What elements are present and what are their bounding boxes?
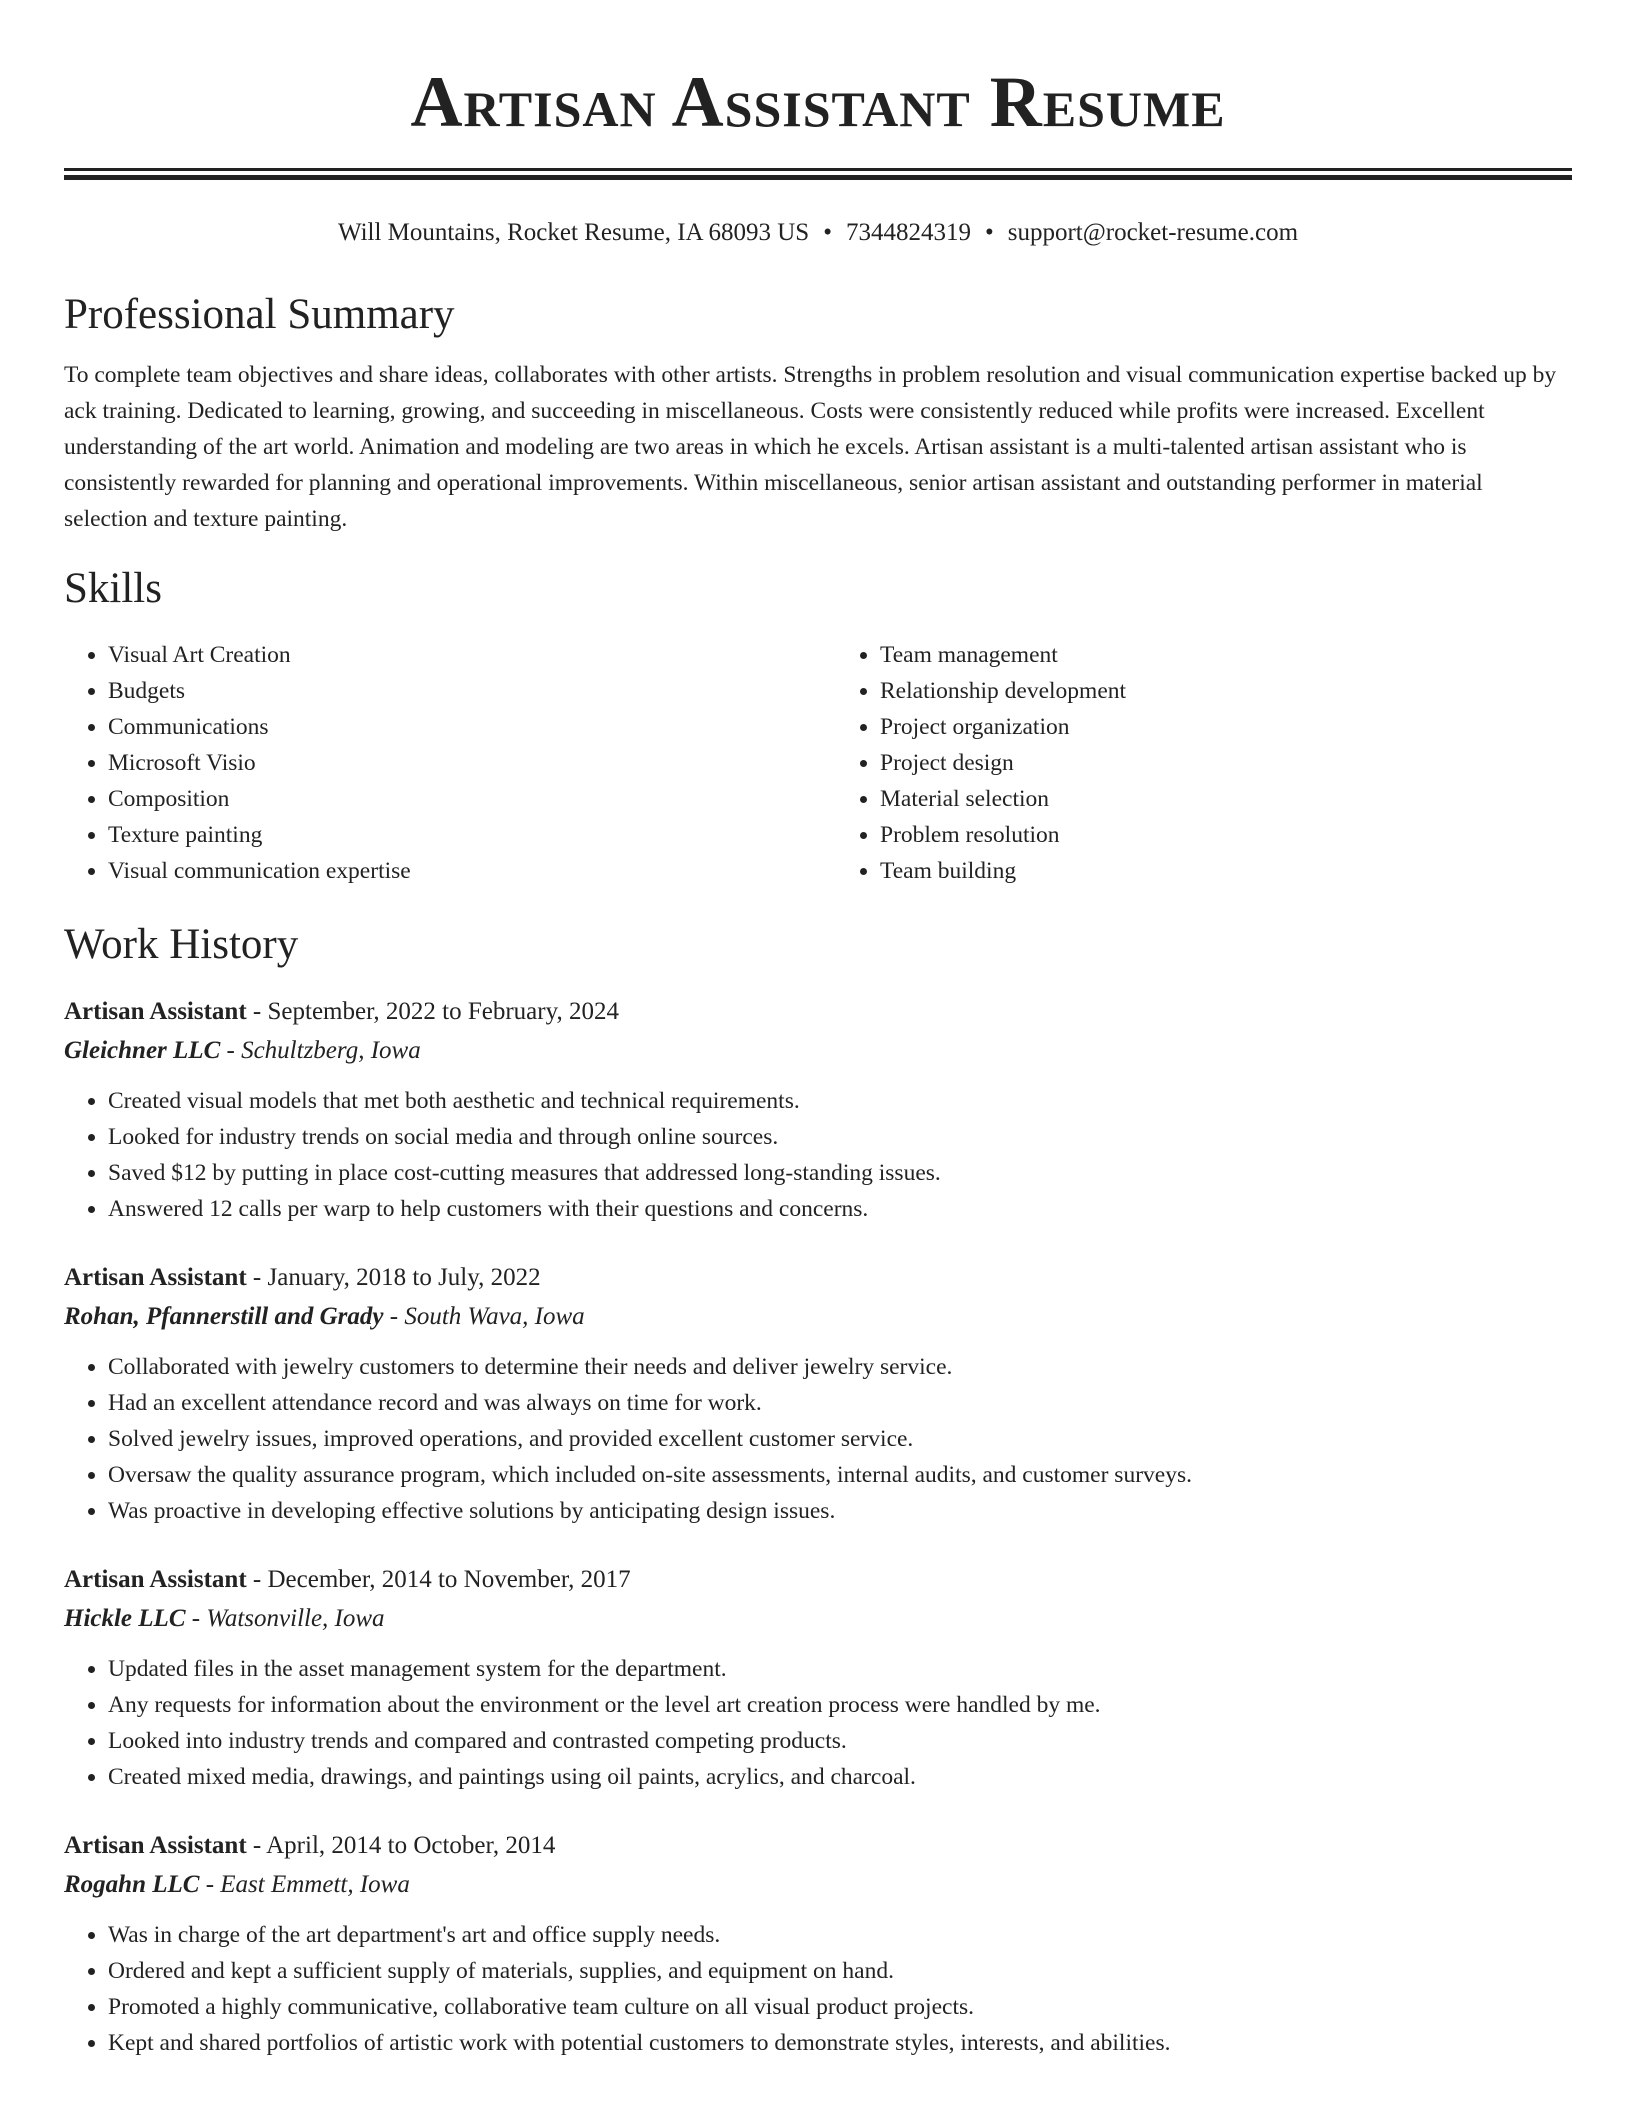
job-title-line xyxy=(64,1259,1572,1297)
job-entry xyxy=(64,1827,1572,2061)
skills-list-right xyxy=(800,637,1572,889)
job-duty-item: • Was in charge of the art department's art and office supply needs. xyxy=(108,1917,1572,1953)
job-dates: - September, 2022 to February, 2024 xyxy=(246,998,619,1025)
skill-item: • Communications xyxy=(108,709,800,745)
skill-item: • Texture painting xyxy=(108,817,800,853)
job-company-line xyxy=(64,1599,1572,1639)
job-location: - South Wava, Iowa xyxy=(383,1303,585,1330)
job-company: Rohan, Pfannerstill and Grady xyxy=(64,1303,384,1330)
skills-columns xyxy=(64,637,1572,889)
job-duty-item: • Oversaw the quality assurance program, which included on-site assessments, internal audits, and customer surveys. xyxy=(108,1457,1572,1493)
job-company-line xyxy=(64,1865,1572,1905)
job-duty-item: • Answered 12 calls per warp to help customers with their questions and concerns. xyxy=(108,1191,1572,1227)
skill-item: • Relationship development xyxy=(880,673,1572,709)
job-role: Artisan Assistant xyxy=(64,1832,247,1859)
contact-address: Will Mountains, Rocket Resume, IA 68093 US xyxy=(337,219,810,246)
job-entry xyxy=(64,1259,1572,1529)
contact-email: support@rocket-resume.com xyxy=(1007,219,1299,246)
skill-item: • Team building xyxy=(880,853,1572,889)
job-duty-item: • Created mixed media, drawings, and paintings using oil paints, acrylics, and charcoal. xyxy=(108,1759,1572,1795)
contact-phone: 7344824319 xyxy=(845,219,971,246)
job-duties-list xyxy=(64,1917,1572,2061)
job-duties-list xyxy=(64,1651,1572,1795)
job-duty-item: • Any requests for information about the environment or the level art creation process were handled by me. xyxy=(108,1687,1572,1723)
work-history-heading: Work History xyxy=(64,921,299,968)
work-history-list xyxy=(64,993,1572,2061)
job-location: - East Emmett, Iowa xyxy=(199,1871,410,1898)
title-double-rule xyxy=(64,168,1572,180)
skill-item: • Team management xyxy=(880,637,1572,673)
job-role: Artisan Assistant xyxy=(64,998,247,1025)
job-duty-item: • Created visual models that met both aesthetic and technical requirements. xyxy=(108,1083,1572,1119)
job-title-line xyxy=(64,993,1572,1031)
skills-list-left xyxy=(64,637,800,889)
job-duty-item: • Collaborated with jewelry customers to determine their needs and deliver jewelry service. xyxy=(108,1349,1572,1385)
job-duty-item: • Had an excellent attendance record and was always on time for work. xyxy=(108,1385,1572,1421)
resume-page xyxy=(64,0,1572,2061)
job-duty-item: • Ordered and kept a sufficient supply of materials, supplies, and equipment on hand. xyxy=(108,1953,1572,1989)
contact-separator: • xyxy=(984,219,994,246)
skill-item: • Microsoft Visio xyxy=(108,745,800,781)
skill-item: • Visual communication expertise xyxy=(108,853,800,889)
job-duty-item: • Promoted a highly communicative, collaborative team culture on all visual product projects. xyxy=(108,1989,1572,2025)
skills-heading: Skills xyxy=(64,565,162,612)
job-title-line xyxy=(64,1561,1572,1599)
job-duty-item: • Saved $12 by putting in place cost-cutting measures that addressed long-standing issues. xyxy=(108,1155,1572,1191)
skill-item: • Problem resolution xyxy=(880,817,1572,853)
job-duty-item: • Looked for industry trends on social media and through online sources. xyxy=(108,1119,1572,1155)
job-duties-list xyxy=(64,1083,1572,1227)
job-dates: - April, 2014 to October, 2014 xyxy=(246,1832,556,1859)
summary-heading: Professional Summary xyxy=(64,291,455,338)
job-duty-item: • Looked into industry trends and compared and contrasted competing products. xyxy=(108,1723,1572,1759)
skill-item: • Material selection xyxy=(880,781,1572,817)
skill-item: • Project design xyxy=(880,745,1572,781)
job-title-line xyxy=(64,1827,1572,1865)
job-duty-item: • Kept and shared portfolios of artistic work with potential customers to demonstrate styles, interests, and abilities. xyxy=(108,2025,1572,2061)
contact-line xyxy=(64,217,1572,249)
job-company: Hickle LLC xyxy=(64,1605,186,1632)
job-duty-item: • Solved jewelry issues, improved operations, and provided excellent customer service. xyxy=(108,1421,1572,1457)
job-duties-list xyxy=(64,1349,1572,1529)
job-company-line xyxy=(64,1297,1572,1337)
job-entry xyxy=(64,993,1572,1227)
contact-separator: • xyxy=(823,219,832,246)
job-location: - Schultzberg, Iowa xyxy=(220,1037,421,1064)
job-duty-item: • Updated files in the asset management system for the department. xyxy=(108,1651,1572,1687)
job-duty-item: • Was proactive in developing effective solutions by anticipating design issues. xyxy=(108,1493,1572,1529)
skill-item: • Project organization xyxy=(880,709,1572,745)
job-company: Rogahn LLC xyxy=(64,1871,200,1898)
summary-text: To complete team objectives and share ideas, collaborates with other artists. Strengths in problem resolution and visual communication expertise backed up by ack training. Dedicated to learning, growing, and succeeding in miscellaneous. Costs were consistently reduced while profits were increased. Excellent understanding of the art world. Animation and modeling are two areas in which he excels. Artisan assistant is a multi-talented artisan assistant who is consistently rewarded for planning and operational improvements. Within miscellaneous, senior artisan assistant and outstanding performer in material selection and texture painting. xyxy=(64,362,1557,532)
job-entry xyxy=(64,1561,1572,1795)
job-company: Gleichner LLC xyxy=(64,1037,221,1064)
job-dates: - December, 2014 to November, 2017 xyxy=(246,1566,631,1593)
skill-item: • Visual Art Creation xyxy=(108,637,800,673)
job-location: - Watsonville, Iowa xyxy=(185,1605,385,1632)
skill-item: • Budgets xyxy=(108,673,800,709)
job-company-line xyxy=(64,1031,1572,1071)
skill-item: • Composition xyxy=(108,781,800,817)
job-dates: - January, 2018 to July, 2022 xyxy=(246,1264,541,1291)
job-role: Artisan Assistant xyxy=(64,1566,247,1593)
job-role: Artisan Assistant xyxy=(64,1264,247,1291)
resume-title: Artisan Assistant Resume xyxy=(410,62,1226,142)
